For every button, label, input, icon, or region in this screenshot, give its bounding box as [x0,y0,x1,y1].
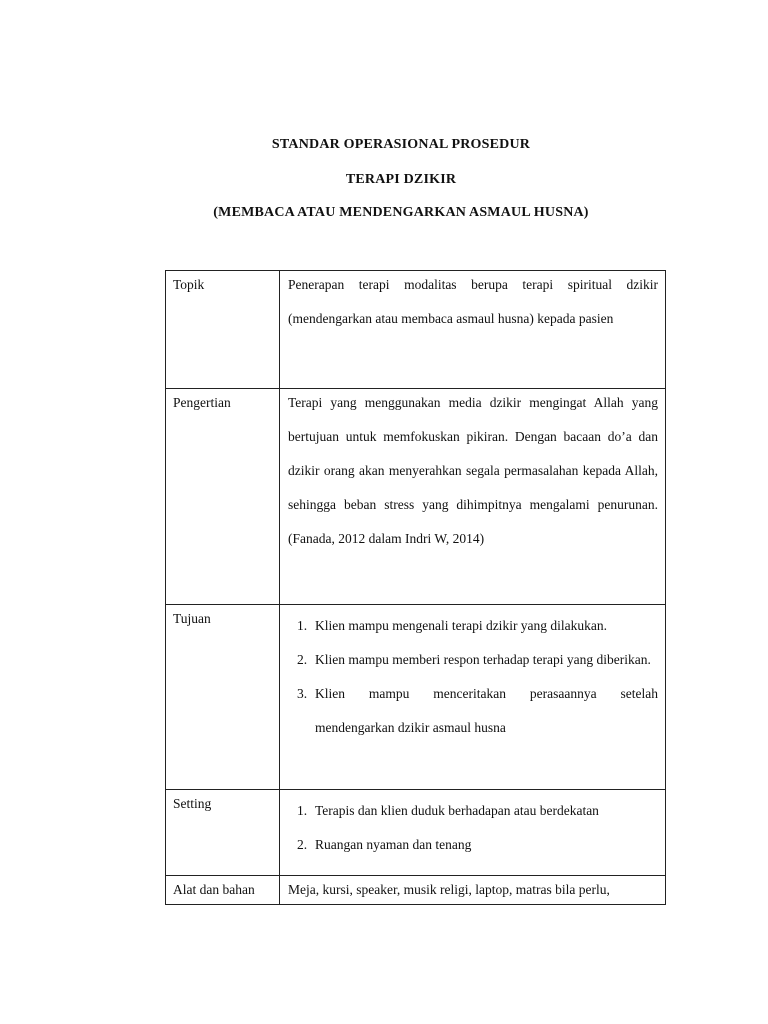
tujuan-list [288,609,658,745]
table-row-setting [166,790,666,876]
document-title: STANDAR OPERASIONAL PROSEDUR [271,137,531,152]
row-content-topik [280,271,666,389]
setting-list [288,794,658,862]
topik-text: Penerapan terapi modalitas berupa terapi spiritual dzikir (mendengarkan atau membaca asmaul husna) kepada pasien [288,277,658,326]
list-item [288,643,658,677]
row-content-tujuan [280,605,666,790]
list-item [288,828,658,862]
list-number: 1. [297,618,308,633]
row-label-setting: Setting [166,790,280,876]
row-label-tujuan: Tujuan [166,605,280,790]
list-number: 3. [297,686,308,701]
row-label-alat: Alat dan bahan [166,876,280,905]
row-content-pengertian [280,389,666,605]
list-item-text: Klien mampu menceritakan perasaannya setelah mendengarkan dzikir asmaul husna [315,686,658,735]
row-content-setting [280,790,666,876]
pengertian-text: Terapi yang menggunakan media dzikir mengingat Allah yang bertujuan untuk memfokuskan pikiran. Dengan bacaan do’a dan dzikir orang akan menyerahkan segala permasalahan kepada Allah, sehingga beban stress yang dihimpitnya mengalami penurunan. (Fanada, 2012 dalam Indri W, 2014) [288,395,658,546]
list-item-text: Klien mampu mengenali terapi dzikir yang dilakukan. [315,618,608,633]
document-subtitle: TERAPI DZIKIR [345,172,457,187]
table-row-pengertian [166,389,666,605]
table-row-topik [166,271,666,389]
table-row-tujuan [166,605,666,790]
list-item [288,794,658,828]
list-item-text: Klien mampu memberi respon terhadap terapi yang diberikan. [315,652,651,667]
list-number: 2. [297,837,308,852]
table-row-alat [166,876,666,905]
list-item-text: Ruangan nyaman dan tenang [315,837,472,852]
sop-table [165,270,666,905]
row-label-topik: Topik [166,271,280,389]
row-content-alat [280,876,666,905]
document-subtitle-detail: (MEMBACA ATAU MENDENGARKAN ASMAUL HUSNA) [213,205,589,220]
list-number: 1. [297,803,308,818]
row-label-pengertian: Pengertian [166,389,280,605]
list-item [288,677,658,745]
list-item [288,609,658,643]
list-item-text: Terapis dan klien duduk berhadapan atau berdekatan [315,803,599,818]
alat-text: Meja, kursi, speaker, musik religi, laptop, matras bila perlu, [288,882,610,897]
list-number: 2. [297,652,308,667]
